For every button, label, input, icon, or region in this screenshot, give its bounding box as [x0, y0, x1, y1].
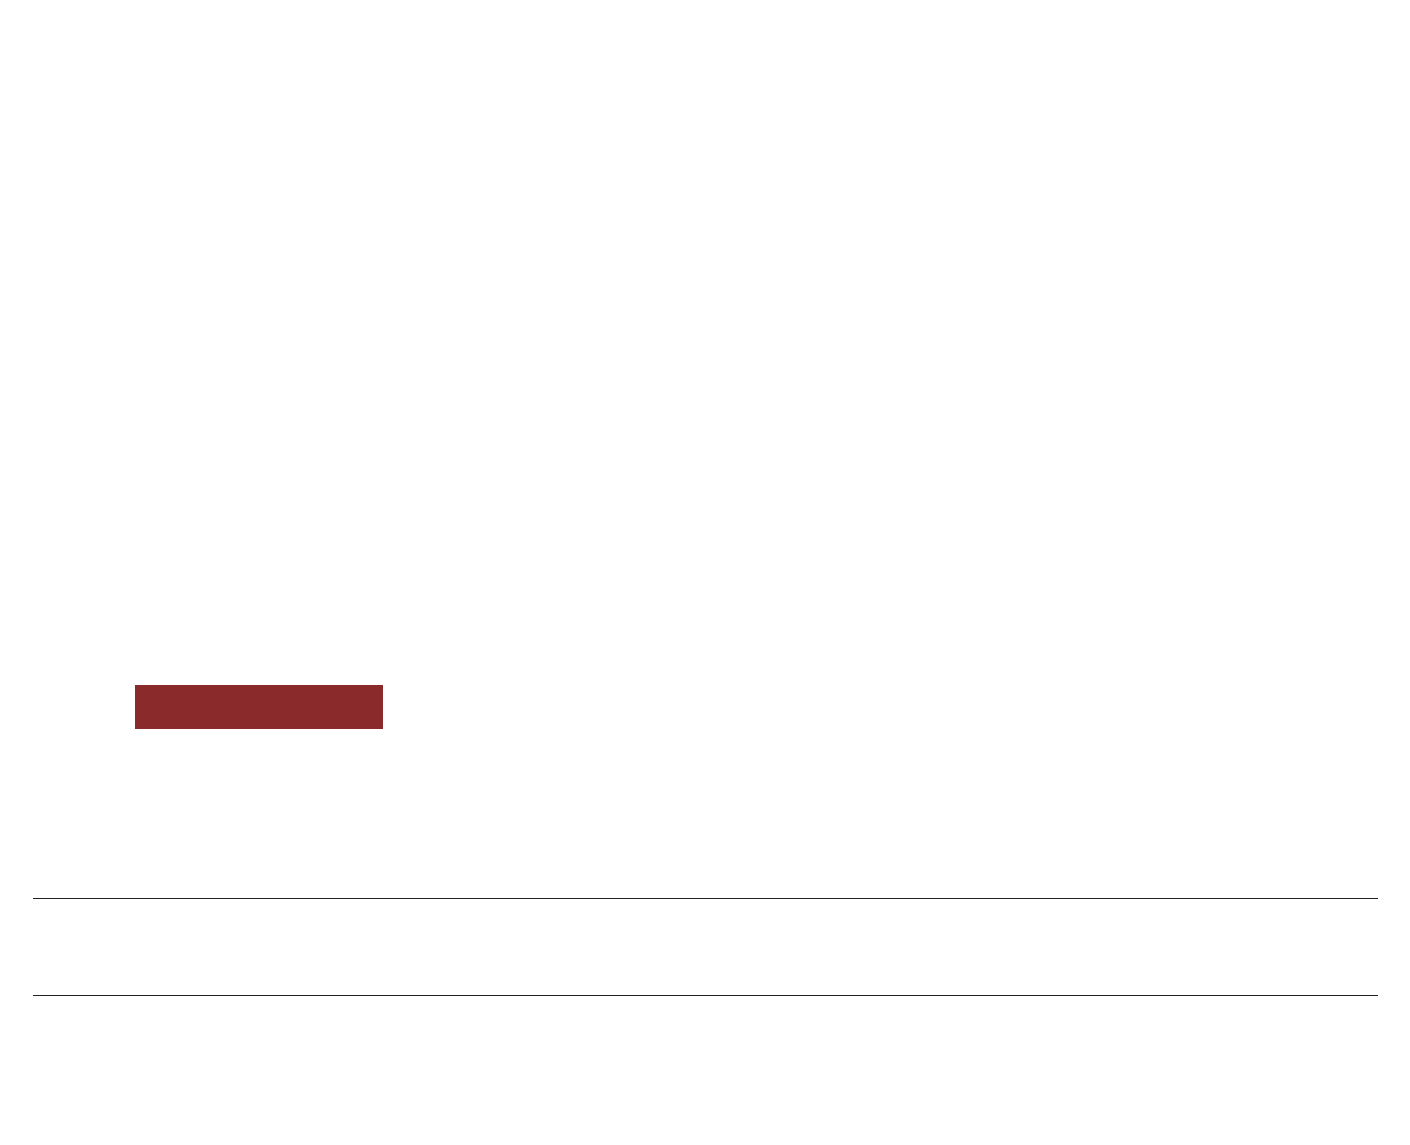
download-menu-button[interactable] [135, 685, 383, 729]
divider [33, 898, 1378, 899]
divider [33, 995, 1378, 996]
